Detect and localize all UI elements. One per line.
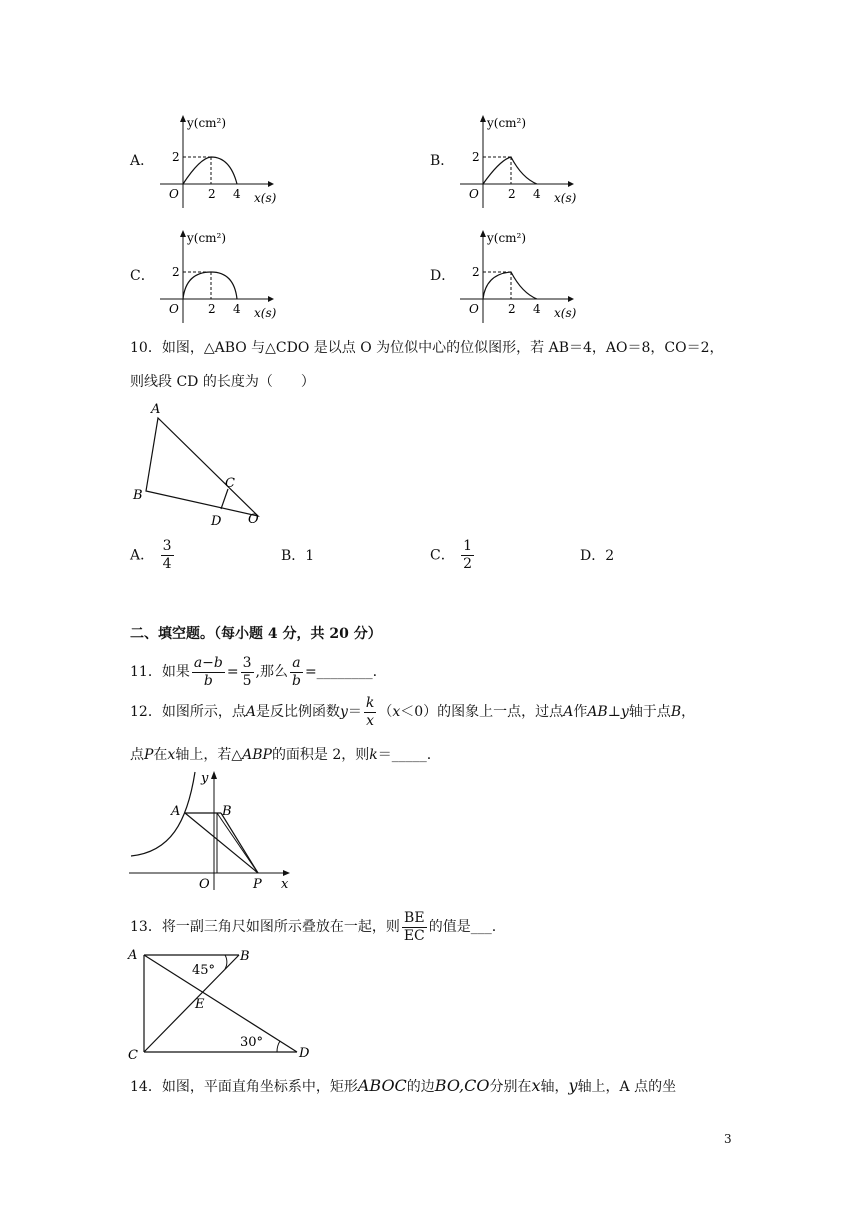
- q9-d-ylabel: y(cm²): [487, 231, 527, 245]
- q9-d-origin: O: [469, 302, 479, 316]
- q10-point-d: D: [211, 514, 222, 529]
- q10-option-a-fraction: [161, 538, 174, 573]
- q12-line2: [130, 746, 431, 764]
- q9-b-ytick: 2: [472, 150, 480, 164]
- q9-c-xtick-4: 4: [233, 302, 241, 316]
- q9-a-xtick-4: 4: [233, 187, 241, 201]
- q9-a-ylabel: y(cm²): [187, 116, 227, 130]
- q12-abp: ABP: [242, 747, 272, 763]
- q9-d-xtick-2: 2: [508, 302, 516, 316]
- q9-d-ytick: 2: [472, 265, 480, 279]
- q9-d-xtick-4: 4: [533, 302, 541, 316]
- q12-t7: ，: [681, 704, 696, 720]
- q10-option-b-value: 1: [305, 548, 315, 564]
- q12-prefix: 12．如图所示，点: [130, 704, 246, 720]
- q9-option-c-letter: C．: [130, 268, 155, 284]
- q14-t4: 轴上，A 点的坐: [577, 1079, 677, 1095]
- q13-suffix: 的值是___.: [428, 919, 497, 935]
- q9-c-xtick-2: 2: [208, 302, 216, 316]
- section-heading: 二、填空题。（每小题 4 分，共 20 分）: [130, 626, 382, 642]
- q10-point-c: C: [225, 476, 235, 491]
- q9-b-xtick-4: 4: [533, 187, 541, 201]
- q11-suffix: =________.: [304, 664, 378, 680]
- q12-x2: x: [167, 747, 176, 763]
- q13-fig-b: B: [240, 949, 250, 964]
- q11-fraction-3: [290, 655, 303, 690]
- q9-a-xlabel: x(s): [254, 191, 277, 205]
- q9-graph-b: [450, 110, 580, 210]
- q10-point-b: B: [133, 488, 143, 503]
- q12-figure: [125, 768, 305, 893]
- page-number: 3: [724, 1132, 732, 1146]
- q12-a: A: [245, 704, 256, 720]
- q14-abco: ABOC: [357, 1076, 407, 1095]
- q9-c-ytick: 2: [172, 265, 180, 279]
- q11-fraction-2: [241, 655, 254, 690]
- q9-b-xtick-2: 2: [508, 187, 516, 201]
- q9-option-d-letter: D．: [430, 268, 456, 284]
- q13-fig-a: A: [128, 948, 138, 963]
- q9-graph-d: [450, 225, 580, 325]
- q9-b-origin: O: [469, 187, 479, 201]
- q10-line2: 则线段 CD 的长度为（ ）: [130, 374, 315, 390]
- q10-option-d-value: 2: [605, 548, 615, 564]
- q12-t2: （: [378, 704, 393, 720]
- q10-option-d: [580, 547, 614, 565]
- q12-x: x: [392, 704, 401, 720]
- q13-prefix: 13．将一副三角尺如图所示叠放在一起，则: [130, 919, 400, 935]
- q10-option-b-letter: B．: [281, 548, 306, 564]
- q13-f-num: BE: [402, 910, 427, 928]
- q11-f3-num: a: [290, 655, 303, 673]
- q14: [130, 1077, 676, 1096]
- q12-p: P: [144, 747, 154, 763]
- q12-f-den: x: [366, 712, 375, 729]
- q9-c-ylabel: y(cm²): [187, 231, 227, 245]
- q12-fig-b: B: [222, 804, 232, 819]
- q9-graph-a: [150, 110, 280, 210]
- q12-b: B: [670, 704, 682, 720]
- q12-t6: 轴于点: [628, 704, 671, 720]
- q11-f2-num: 3: [242, 654, 252, 671]
- q9-c-origin: O: [169, 302, 179, 316]
- q13-figure: [125, 945, 320, 1060]
- q13-fig-d: D: [299, 1046, 310, 1060]
- q12-a2: A: [563, 704, 574, 720]
- q12-ab: AB: [587, 704, 608, 720]
- q14-x: x: [531, 1076, 541, 1095]
- q10-option-a-den: 4: [162, 556, 172, 572]
- q9-a-ytick: 2: [172, 150, 180, 164]
- q12-l2c: 轴上，若△: [175, 747, 243, 763]
- q9-d-xlabel: x(s): [554, 306, 577, 320]
- q10-option-d-letter: D．: [580, 548, 606, 564]
- q12-fig-p: P: [253, 877, 262, 892]
- q13-angle-45: 45°: [192, 963, 216, 978]
- q9-a-xtick-2: 2: [208, 187, 216, 201]
- q10-option-c-num: 1: [463, 538, 473, 554]
- q12-t4: 作: [573, 704, 588, 720]
- q10-point-a: A: [151, 402, 161, 417]
- q12-l2e: ＝_____.: [377, 747, 432, 763]
- q12-y: y: [339, 704, 348, 720]
- q14-y: y: [568, 1076, 578, 1095]
- q11-f1-num: a−b: [193, 654, 223, 671]
- q12-l2b: 在: [153, 747, 168, 763]
- q11-prefix: 11．如果: [130, 664, 190, 680]
- q9-option-a-letter: A．: [130, 153, 155, 169]
- q12-line1: [130, 692, 695, 732]
- q12-fig-x: x: [281, 877, 289, 892]
- q9-c-xlabel: x(s): [254, 306, 277, 320]
- q10-line1: 10．如图，△ABO 与△CDO 是以点 O 为位似中心的位似图形，若 AB＝4，AO＝8，CO＝2，: [130, 340, 724, 356]
- q12-l2a: 点: [130, 747, 144, 763]
- q10-option-c-letter: C．: [430, 547, 455, 564]
- q12-t3: ＜0）的图象上一点，过点: [400, 704, 564, 720]
- q10-point-o: O: [248, 512, 259, 527]
- q11: [130, 652, 377, 692]
- q10-figure: [125, 398, 275, 530]
- q13-angle-30: 30°: [240, 1035, 264, 1050]
- q14-t3: 轴，: [540, 1079, 569, 1095]
- q12-t5: ⊥: [607, 704, 621, 720]
- q12-y2: y: [620, 704, 629, 720]
- q14-t2: 分别在: [489, 1079, 532, 1095]
- q12-fig-a: A: [171, 804, 181, 819]
- q10-option-a: [130, 538, 176, 573]
- q11-f1-den: b: [203, 672, 213, 689]
- q14-t1: 的边: [406, 1079, 435, 1095]
- q10-option-a-num: 3: [162, 538, 172, 554]
- q14-boco: BO,CO: [434, 1076, 490, 1095]
- q12-l2d: 的面积是 2，则: [271, 747, 370, 763]
- q11-eq: =: [226, 664, 239, 680]
- q10-option-c: [430, 538, 476, 573]
- q11-f3-den: b: [291, 672, 301, 689]
- q13-f-den: EC: [403, 927, 425, 944]
- q14-prefix: 14．如图，平面直角坐标系中，矩形: [130, 1079, 358, 1095]
- q12-f-num: k: [365, 694, 375, 711]
- q10-option-c-fraction: [461, 538, 474, 573]
- q9-b-xlabel: x(s): [554, 191, 577, 205]
- q12-t1: 是反比例函数: [255, 704, 340, 720]
- q13-fraction: [402, 910, 427, 945]
- q11-fraction-1: [192, 655, 225, 690]
- q9-graph-c: [150, 225, 280, 325]
- q11-f2-den: 5: [242, 672, 252, 689]
- q10-option-b: [281, 547, 314, 565]
- q12-fig-o: O: [199, 877, 210, 892]
- q13-fig-e: E: [195, 997, 205, 1012]
- q13: [130, 907, 496, 947]
- q12-k: k: [369, 747, 378, 763]
- q12-fig-y: y: [201, 771, 209, 786]
- q10-option-a-letter: A．: [130, 547, 155, 564]
- q13-fig-c: C: [128, 1048, 138, 1060]
- q10-option-c-den: 2: [463, 556, 473, 572]
- q9-b-ylabel: y(cm²): [487, 116, 527, 130]
- q9-options: [0, 0, 860, 330]
- q12-fraction: [364, 695, 376, 730]
- q9-option-b-letter: B．: [430, 153, 455, 169]
- q9-a-origin: O: [169, 187, 179, 201]
- q11-mid: ,那么: [255, 664, 288, 680]
- q12-eq: ＝: [347, 704, 362, 720]
